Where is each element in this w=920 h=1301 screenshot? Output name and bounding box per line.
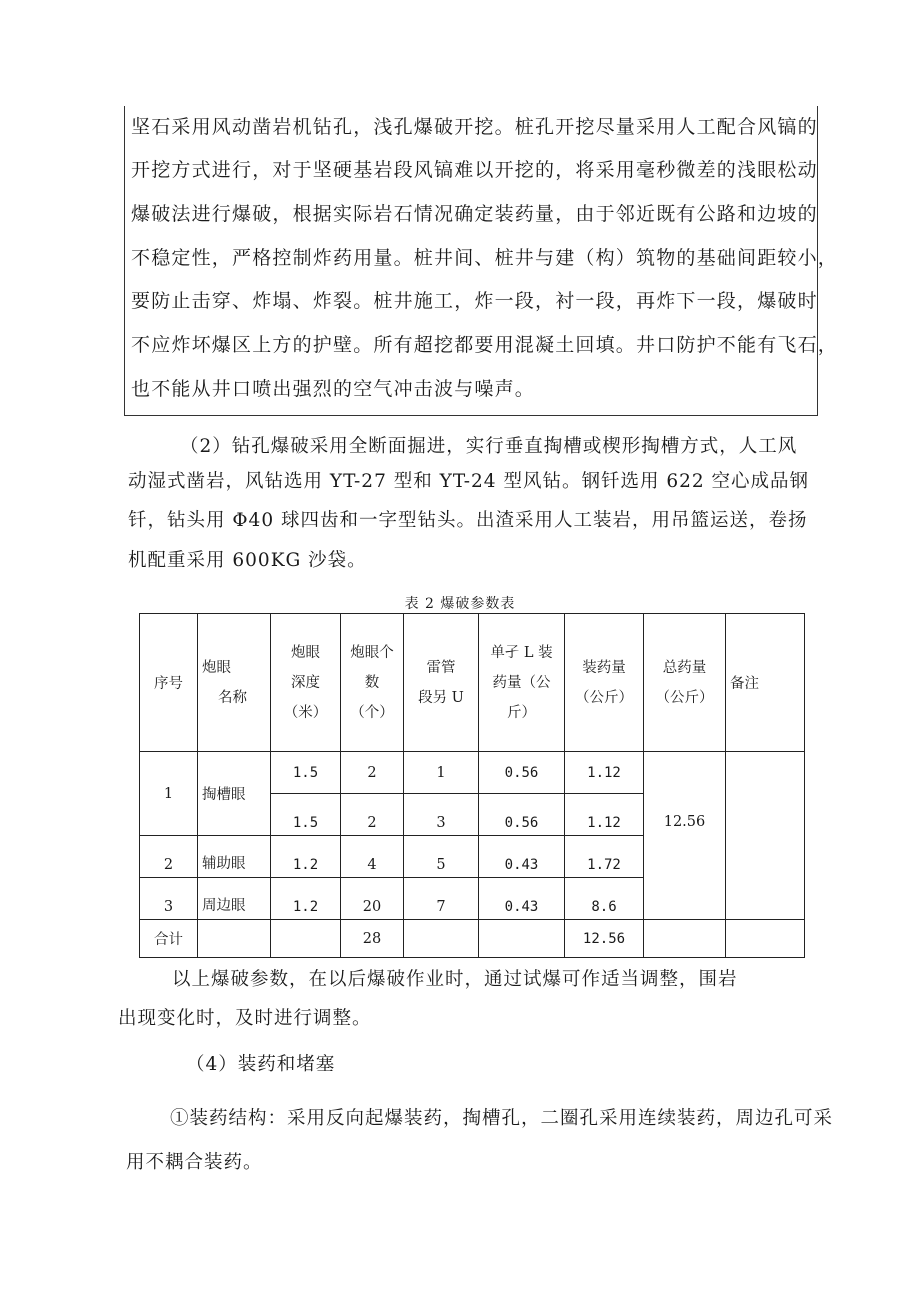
cell-seq: 2 [140,836,198,878]
boxed-line: 也不能从井口喷出强烈的空气冲击波与噪声。 [131,378,536,400]
cell-charge: 1.12 [565,794,644,836]
header-total: 总药量 （公斤） [644,614,726,752]
paragraph-line: （2）钻孔爆破采用全断面掘进，实行垂直掏槽或楔形掏槽方式，人工风 [180,436,798,457]
cell-count: 2 [341,794,404,836]
paragraph-line: 动湿式凿岩，风钻选用 YT-27 型和 YT-24 型风钻。钢钎选用 622 空心成品钢 [128,471,810,492]
blasting-parameter-table [139,613,805,958]
boxed-line: 开挖方式进行，对于坚硬基岩段风镐难以开挖的，将采用毫秒微差的浅眼松动 [131,159,818,181]
cell-note [726,752,805,920]
paragraph-line: 用不耦合装药。 [126,1152,263,1173]
boxed-line: 坚石采用风动凿岩机钻孔，浅孔爆破开挖。桩孔开挖尽量采用人工配合风镐的 [131,116,818,138]
cell-seq: 3 [140,878,198,920]
table-row [140,752,805,794]
sum-empty [198,920,271,958]
cell-charge: 8.6 [565,878,644,920]
sum-empty [644,920,726,958]
cell-depth: 1.5 [271,794,341,836]
sum-row [140,920,805,958]
sum-empty [726,920,805,958]
cell-total [644,752,726,920]
header-row [140,614,805,752]
paragraph-line: ①装药结构：采用反向起爆装药，掏槽孔，二圈孔采用连续装药，周边孔可采 [170,1108,834,1129]
boxed-line: 不稳定性，严格控制炸药用量。桩井间、桩井与建（构）筑物的基础间距较小， [131,247,839,269]
header-charge: 装药量 （公斤） [565,614,644,752]
header-depth: 炮眼 深度 （米） [271,614,341,752]
cell-depth: 1.2 [271,836,341,878]
cell-name: 周边眼 [198,878,271,920]
cell-unit-charge: 0.43 [479,878,565,920]
header-name: 炮眼 名称 [198,614,271,752]
cell-charge: 1.12 [565,752,644,794]
paragraph-line: 以上爆破参数，在以后爆破作业时，通过试爆可作适当调整，围岩 [172,969,738,990]
cell-name: 辅助眼 [198,836,271,878]
cell-unit-charge: 0.56 [479,794,565,836]
boxed-line: 要防止击穿、炸塌、炸裂。桩井施工，炸一段，衬一段，再炸下一段，爆破时 [131,290,818,312]
cell-count: 20 [341,878,404,920]
sum-label: 合计 [140,920,198,958]
cell-name: 掏槽眼 [198,752,271,836]
paragraph-line: 机配重采用 600KG 沙袋。 [128,550,367,571]
cell-detonator: 1 [404,752,479,794]
cell-unit-charge: 0.43 [479,836,565,878]
sum-charge: 12.56 [565,920,644,958]
header-seq: 序号 [140,614,198,752]
header-detonator: 雷管 段另 U [404,614,479,752]
cell-depth: 1.5 [271,752,341,794]
paragraph-line: 钎，钻头用 Φ40 球四齿和一字型钻头。出渣采用人工装岩，用吊篮运送，卷扬 [128,510,808,531]
total-value: 12.56 [663,814,706,830]
sum-empty [479,920,565,958]
table-caption: 表 2 爆破参数表 [404,596,516,612]
boxed-line: 不应炸坏爆区上方的护壁。所有超挖都要用混凝土回填。井口防护不能有飞石， [131,334,839,356]
cell-depth: 1.2 [271,878,341,920]
cell-count: 2 [341,752,404,794]
header-count: 炮眼个 数 （个） [341,614,404,752]
cell-detonator: 3 [404,794,479,836]
sum-empty [404,920,479,958]
cell-unit-charge: 0.56 [479,752,565,794]
header-note: 备注 [726,614,805,752]
section-heading: （4）装药和堵塞 [186,1054,336,1075]
cell-detonator: 7 [404,878,479,920]
cell-detonator: 5 [404,836,479,878]
boxed-text-block [124,106,839,416]
boxed-line: 爆破法进行爆破，根据实际岩石情况确定装药量，由于邻近既有公路和边坡的 [131,203,818,225]
cell-seq: 1 [140,752,198,836]
cell-count: 4 [341,836,404,878]
sum-empty [271,920,341,958]
header-unit-charge: 单孑 L 装 药量（公 斤） [479,614,565,752]
sum-count: 28 [341,920,404,958]
cell-charge: 1.72 [565,836,644,878]
paragraph-line: 出现变化时，及时进行调整。 [118,1008,372,1029]
